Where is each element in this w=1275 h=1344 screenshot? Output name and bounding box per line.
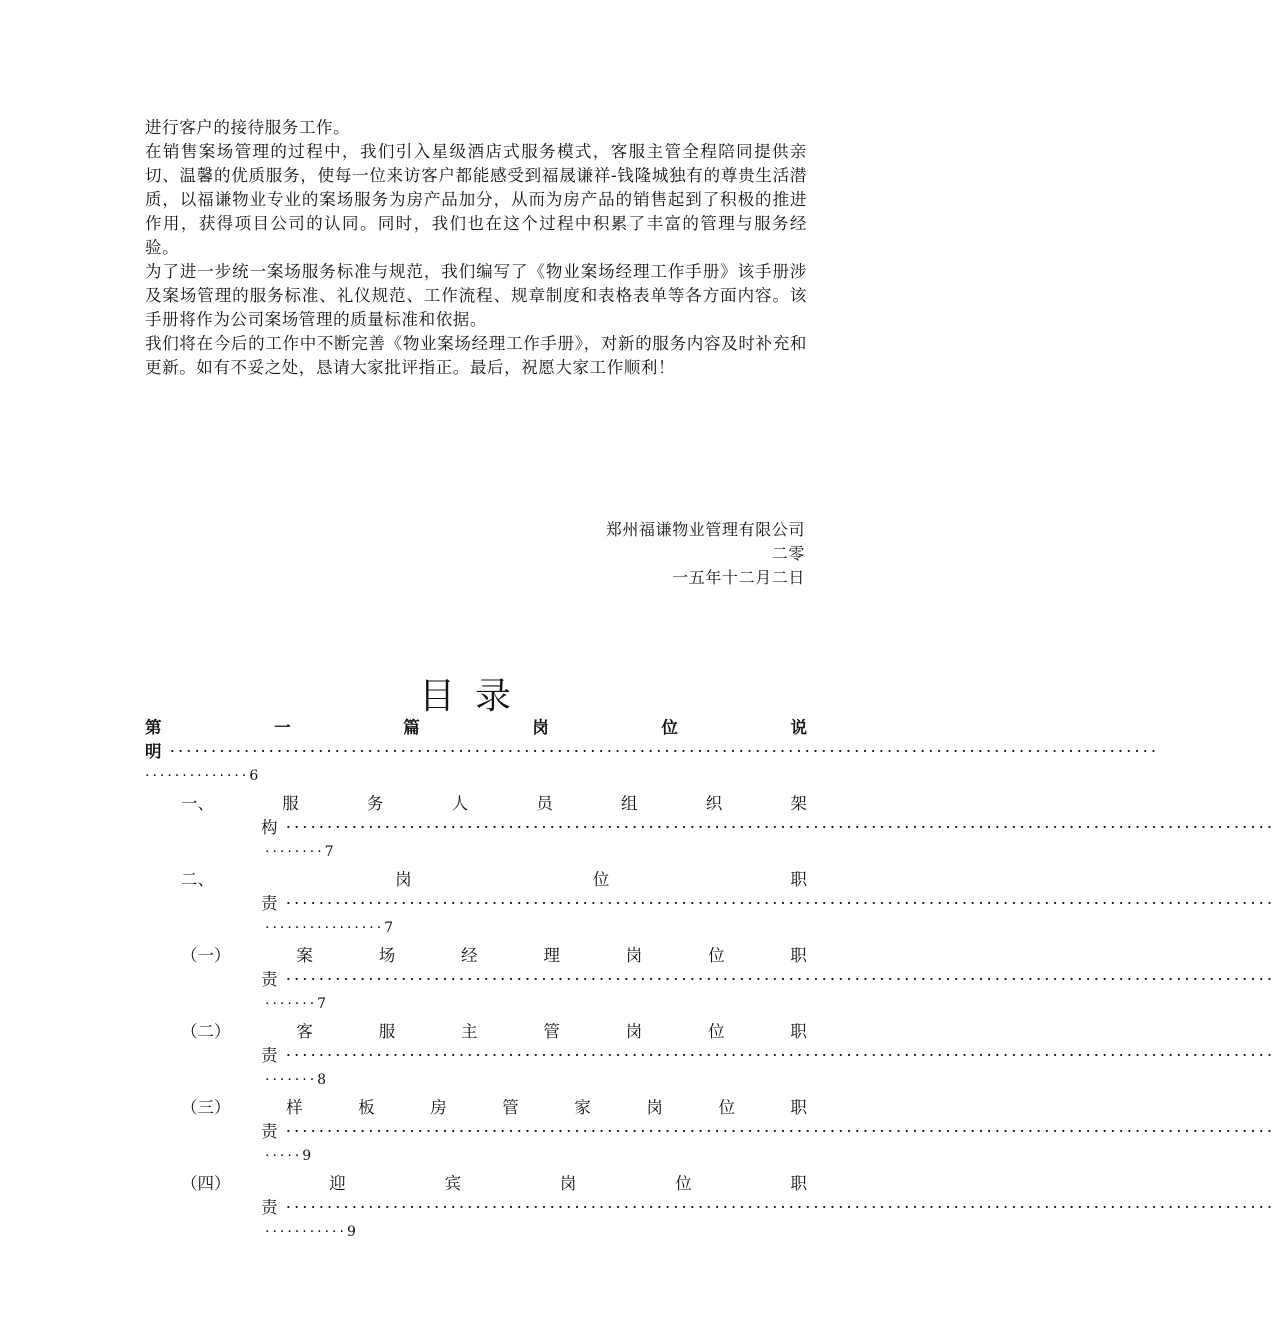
toc-heading-char: 职: [790, 1022, 807, 1041]
toc-heading-char: 理: [543, 946, 560, 965]
toc-heading-last-char: 责: [261, 970, 278, 989]
toc-heading-last-char: 责: [261, 1046, 278, 1065]
toc-page-number: 9: [302, 1148, 312, 1164]
intro-paragraph: 我们将在今后的工作中不断完善《物业案场经理工作手册》，对新的服务内容及时补充和更新。如有不妥之处，恳请大家批评指正。最后，祝愿大家工作顺利！: [145, 334, 807, 377]
toc-heading-char: 样: [286, 1098, 303, 1117]
toc-heading-char: 家: [574, 1098, 591, 1117]
toc-heading-char: 宾: [444, 1174, 462, 1193]
toc-heading-char: 岗: [532, 718, 549, 737]
toc-heading-continuation: [181, 968, 1275, 992]
intro-paragraph: 进行客户的接待服务工作。: [145, 118, 351, 137]
toc-page-line: [181, 840, 807, 864]
toc-heading-line: [181, 1096, 807, 1120]
toc-page-line: [181, 992, 807, 1016]
toc-heading-char: 岗: [625, 1022, 643, 1041]
toc-leader-dots: ························································································································: [277, 1122, 1275, 1141]
toc-heading-char: 位: [661, 718, 678, 737]
toc-page-line: [181, 916, 807, 940]
toc-entry[interactable]: [145, 1172, 1275, 1244]
toc-page-number: 9: [346, 1224, 356, 1240]
toc-heading-char: 篇: [403, 718, 420, 737]
toc-heading-char: 主: [461, 1022, 478, 1041]
toc-heading-char: 架: [790, 794, 807, 813]
toc-heading-char: 职: [790, 1174, 807, 1193]
toc-heading-char: 位: [718, 1098, 735, 1117]
toc-leader-dots: ··············: [145, 768, 250, 784]
toc-page-line: [181, 1068, 807, 1092]
toc-entry[interactable]: [145, 1020, 1275, 1092]
toc-heading-line: [181, 792, 807, 816]
toc-heading-char: 案: [296, 946, 313, 965]
toc-heading-char: 织: [705, 794, 723, 813]
toc-heading-char: 第: [145, 718, 162, 737]
toc-heading-line: [145, 716, 807, 740]
toc-heading-line: [181, 868, 807, 892]
toc-heading-char: 经: [461, 946, 478, 965]
intro-text: [145, 116, 807, 380]
toc-heading-char: 迎: [329, 1174, 346, 1193]
toc-heading-continuation: [181, 1044, 1275, 1068]
toc-heading-char: 岗: [559, 1174, 577, 1193]
toc-heading-char: 一、: [181, 794, 214, 813]
toc-leader-dots: ························································································································: [277, 1198, 1275, 1217]
toc-page-line: [145, 764, 807, 788]
toc-heading-char: 岗: [395, 870, 412, 889]
toc-page-line: [181, 1220, 807, 1244]
toc-heading-char: 客: [296, 1022, 313, 1041]
toc-heading-last-char: 责: [261, 1122, 278, 1141]
toc-heading-char: 职: [790, 1098, 807, 1117]
toc-heading-line: [181, 1172, 807, 1196]
toc-leader-dots: ·····: [265, 1148, 303, 1164]
toc-leader-dots: ·······: [265, 1072, 318, 1088]
toc-heading-char: 房: [430, 1098, 447, 1117]
toc-page-line: [181, 1144, 807, 1168]
toc-leader-dots: ························································································································: [277, 894, 1275, 913]
toc-heading-char: 岗: [625, 946, 643, 965]
intro-paragraph: 为了进一步统一案场服务标准与规范，我们编写了《物业案场经理工作手册》该手册涉及案场管理的服务标准、礼仪规范、工作流程、规章制度和表格表单等各方面内容。该手册将作为公司案场管理的质量标准和依据。: [145, 262, 807, 329]
toc-heading-char: 位: [592, 870, 610, 889]
toc-leader-dots: ························································································································: [277, 1046, 1275, 1065]
toc-heading-char: 位: [675, 1174, 692, 1193]
toc-heading-char: （一）: [181, 946, 231, 965]
toc-page-number: 8: [317, 1072, 327, 1088]
toc-entry[interactable]: [145, 944, 1275, 1016]
toc-leader-dots: ········: [265, 844, 325, 860]
toc-heading-line: [181, 1020, 807, 1044]
toc-heading-char: （三）: [181, 1098, 231, 1117]
toc-entry[interactable]: [145, 868, 1275, 940]
toc-heading-char: （四）: [181, 1174, 231, 1193]
date-line-2: 一五年十二月二日: [672, 568, 805, 587]
toc-page-number: 7: [317, 996, 327, 1012]
toc-heading-last-char: 责: [261, 1198, 278, 1217]
signature-block: [606, 518, 805, 590]
toc-heading-char: 组: [621, 794, 638, 813]
toc-heading-char: 服: [378, 1022, 396, 1041]
intro-paragraph: 在销售案场管理的过程中，我们引入星级酒店式服务模式，客服主管全程陪同提供亲切、温馨的优质服务，使每一位来访客户都能感受到福晟谦祥-钱隆城独有的尊贵生活潜质，以福谦物业专业的案场服务为房产品加分，从而为房产品的销售起到了积极的推进作用，获得项目公司的认同。同时，我们也在这个过程中积累了丰富的管理与服务经验。: [145, 142, 807, 257]
toc-heading-continuation: [145, 740, 1160, 764]
toc-page-number: 7: [324, 844, 334, 860]
toc-heading-continuation: [181, 1120, 1275, 1144]
toc-heading-char: 务: [366, 794, 384, 813]
toc-heading-char: 管: [502, 1098, 519, 1117]
toc-heading-continuation: [181, 1196, 1275, 1220]
toc-heading-char: 位: [708, 1022, 725, 1041]
toc-leader-dots: ·······: [265, 996, 318, 1012]
date-line-1: 二零: [771, 544, 805, 563]
toc-heading-char: 说: [790, 718, 807, 737]
toc-leader-dots: ························································································································: [277, 970, 1275, 989]
toc-heading-line: [181, 944, 807, 968]
toc-page-number: 6: [249, 768, 259, 784]
toc-page-number: 7: [384, 920, 394, 936]
toc-heading-char: 岗: [646, 1098, 663, 1117]
company-name: 郑州福谦物业管理有限公司: [605, 520, 805, 539]
toc-heading-last-char: 责: [261, 894, 278, 913]
toc-heading-char: 员: [536, 794, 553, 813]
toc-heading-char: 服: [282, 794, 299, 813]
toc-leader-dots: ························································································································: [277, 818, 1275, 837]
toc-heading-char: 职: [790, 870, 807, 889]
toc-heading-last-char: 明: [145, 742, 162, 761]
toc-heading-char: 管: [543, 1022, 560, 1041]
toc-entry[interactable]: [145, 1096, 1275, 1168]
toc-heading-char: 位: [708, 946, 725, 965]
toc-heading-char: 二、: [181, 870, 214, 889]
toc-heading-char: 一: [274, 718, 291, 737]
toc-heading-char: 场: [378, 946, 396, 965]
toc-heading-char: 板: [358, 1098, 375, 1117]
toc-heading-continuation: [181, 892, 1275, 916]
toc-leader-dots: ························································································································: [161, 742, 1160, 761]
toc-heading-continuation: [181, 816, 1275, 840]
toc-entry[interactable]: [145, 716, 1160, 788]
toc-leader-dots: ···········: [265, 1224, 347, 1240]
toc-title: 目录: [418, 676, 531, 717]
toc-heading-char: 职: [790, 946, 807, 965]
toc-leader-dots: ················: [265, 920, 385, 936]
toc-heading-last-char: 构: [261, 818, 278, 837]
table-of-contents: [145, 716, 1275, 1248]
toc-entry[interactable]: [145, 792, 1275, 864]
toc-heading-char: （二）: [181, 1022, 231, 1041]
toc-heading-char: 人: [451, 794, 469, 813]
